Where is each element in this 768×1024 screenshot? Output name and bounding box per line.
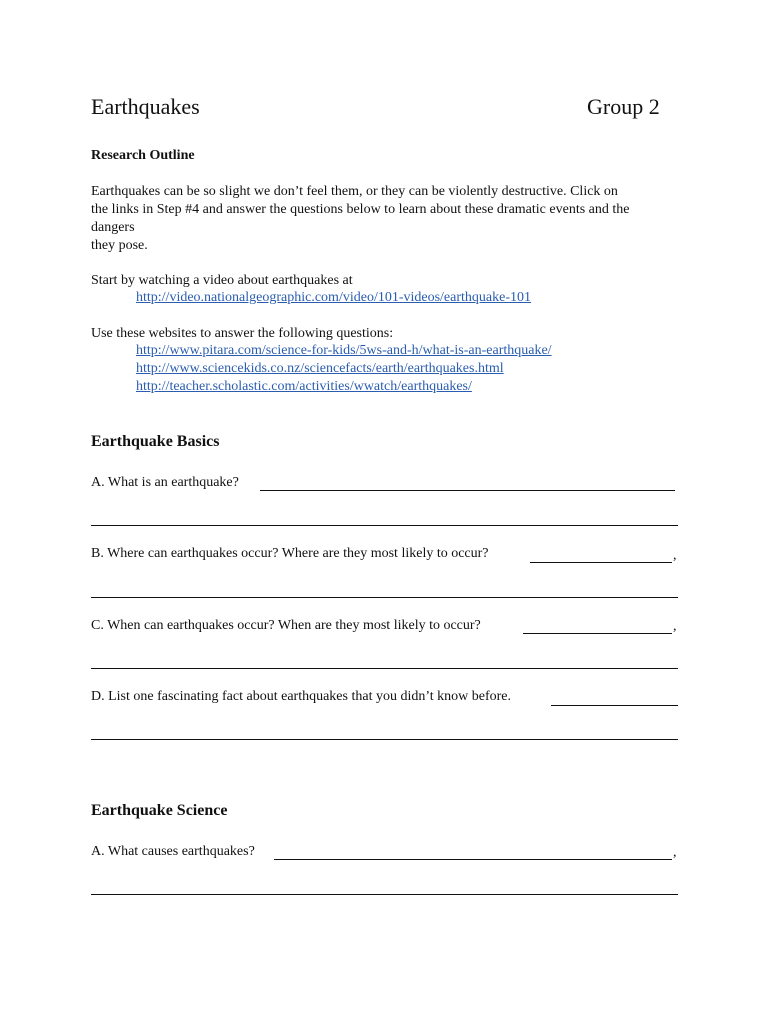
- basics-question-c: C. When can earthquakes occur? When are they most likely to occur?: [91, 618, 481, 633]
- comma-mark: ,: [673, 548, 677, 563]
- answer-line-science-a-2[interactable]: [91, 894, 678, 895]
- basics-question-b: B. Where can earthquakes occur? Where are they most likely to occur?: [91, 546, 489, 561]
- video-link[interactable]: http://video.nationalgeographic.com/video/101-videos/earthquake-101: [136, 290, 532, 305]
- answer-line-basics-d-1[interactable]: [551, 705, 678, 706]
- intro-line-4: they pose.: [91, 238, 148, 253]
- earthquake-basics-heading: Earthquake Basics: [91, 433, 220, 450]
- earthquake-science-heading: Earthquake Science: [91, 802, 228, 819]
- answer-line-basics-d-2[interactable]: [91, 739, 678, 740]
- comma-mark: ,: [673, 845, 677, 860]
- comma-mark: ,: [673, 619, 677, 634]
- intro-line-1: Earthquakes can be so slight we don’t feel them, or they can be violently destructive. Click on: [91, 184, 618, 199]
- document-title: Earthquakes: [91, 94, 200, 119]
- websites-prompt: Use these websites to answer the following questions:: [91, 326, 394, 341]
- answer-line-basics-c-1[interactable]: [523, 633, 672, 634]
- research-outline-label: Research Outline: [91, 148, 195, 163]
- answer-line-basics-a-1[interactable]: [260, 490, 675, 491]
- video-prompt: Start by watching a video about earthquakes at: [91, 273, 353, 288]
- answer-line-science-a-1[interactable]: [274, 859, 672, 860]
- answer-line-basics-b-1[interactable]: [530, 562, 672, 563]
- intro-line-3: dangers: [91, 220, 135, 235]
- intro-line-2: the links in Step #4 and answer the questions below to learn about these dramatic events and the: [91, 202, 630, 217]
- answer-line-basics-c-2[interactable]: [91, 668, 678, 669]
- group-label: Group 2: [587, 94, 660, 119]
- answer-line-basics-b-2[interactable]: [91, 597, 678, 598]
- website-link-scholastic[interactable]: http://teacher.scholastic.com/activities/wwatch/earthquakes/: [136, 379, 472, 394]
- basics-question-a: A. What is an earthquake?: [91, 475, 239, 490]
- basics-question-d: D. List one fascinating fact about earthquakes that you didn’t know before.: [91, 689, 512, 704]
- science-question-a: A. What causes earthquakes?: [91, 844, 255, 859]
- website-link-sciencekids[interactable]: http://www.sciencekids.co.nz/sciencefacts/earth/earthquakes.html: [136, 361, 504, 376]
- answer-line-basics-a-2[interactable]: [91, 525, 678, 526]
- website-link-pitara[interactable]: http://www.pitara.com/science-for-kids/5ws-and-h/what-is-an-earthquake/: [136, 343, 552, 358]
